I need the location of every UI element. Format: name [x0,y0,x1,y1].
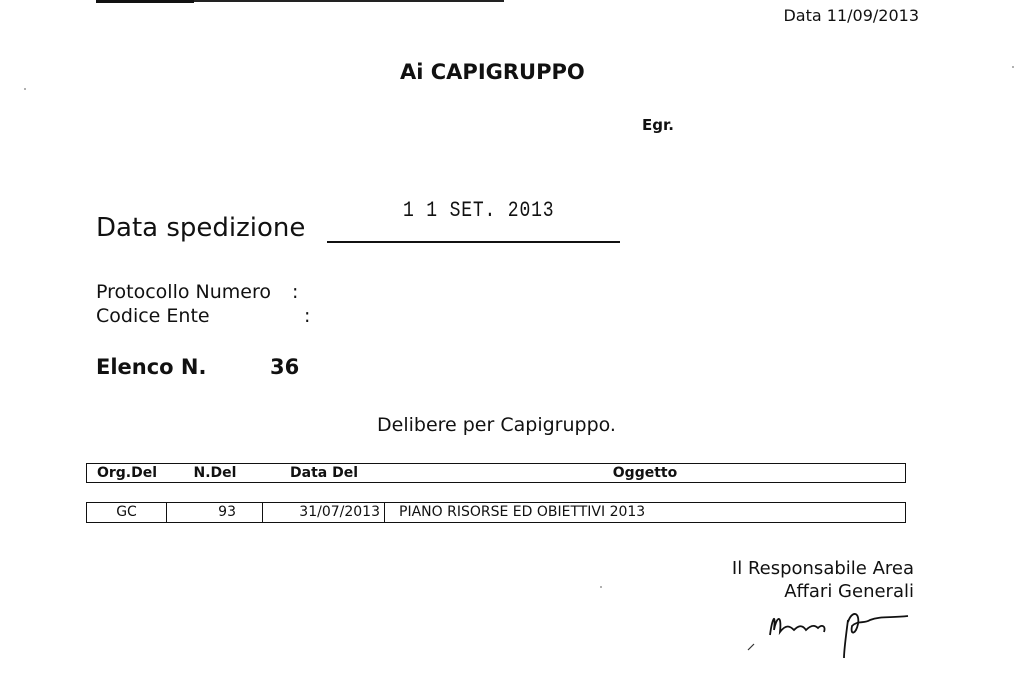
cell-oggetto: PIANO RISORSE ED OBIETTIVI 2013 [399,504,646,520]
shipment-date-line [327,241,620,243]
scan-speck [24,88,26,90]
header-org-del: Org.Del [96,465,158,481]
table-row [86,502,906,523]
entity-code-label: Codice Ente [96,305,210,327]
scan-speck [1012,66,1014,68]
cell-org-del: GC [87,503,167,522]
entity-code-colon: : [304,305,311,327]
handwritten-signature [740,590,920,660]
header-data-del: Data Del [290,465,358,481]
signatory-area: Affari Generali [784,581,914,602]
signatory-role: Il Responsabile Area [731,558,914,579]
list-number: 36 [270,355,300,379]
shipment-date-label: Data spedizione [96,213,306,243]
document-date: Data 11/09/2013 [783,6,919,25]
table-header [86,463,906,483]
list-subtitle: Delibere per Capigruppo. [377,414,616,436]
cell-n-del: 93 [167,503,263,522]
list-label: Elenco N. [96,355,207,379]
protocol-number-label: Protocollo Numero [96,281,271,303]
cell-data-del: 31/07/2013 [263,503,385,522]
header-n-del: N.Del [193,465,237,481]
scan-speck [600,586,602,588]
recipient-title: Ai CAPIGRUPPO [400,60,585,84]
protocol-number-colon: : [292,281,299,303]
shipment-date-stamp: 1 1 SET. 2013 [403,198,555,223]
top-rule-thick [96,0,194,3]
salutation: Egr. [642,116,674,134]
header-oggetto: Oggetto [612,465,678,481]
